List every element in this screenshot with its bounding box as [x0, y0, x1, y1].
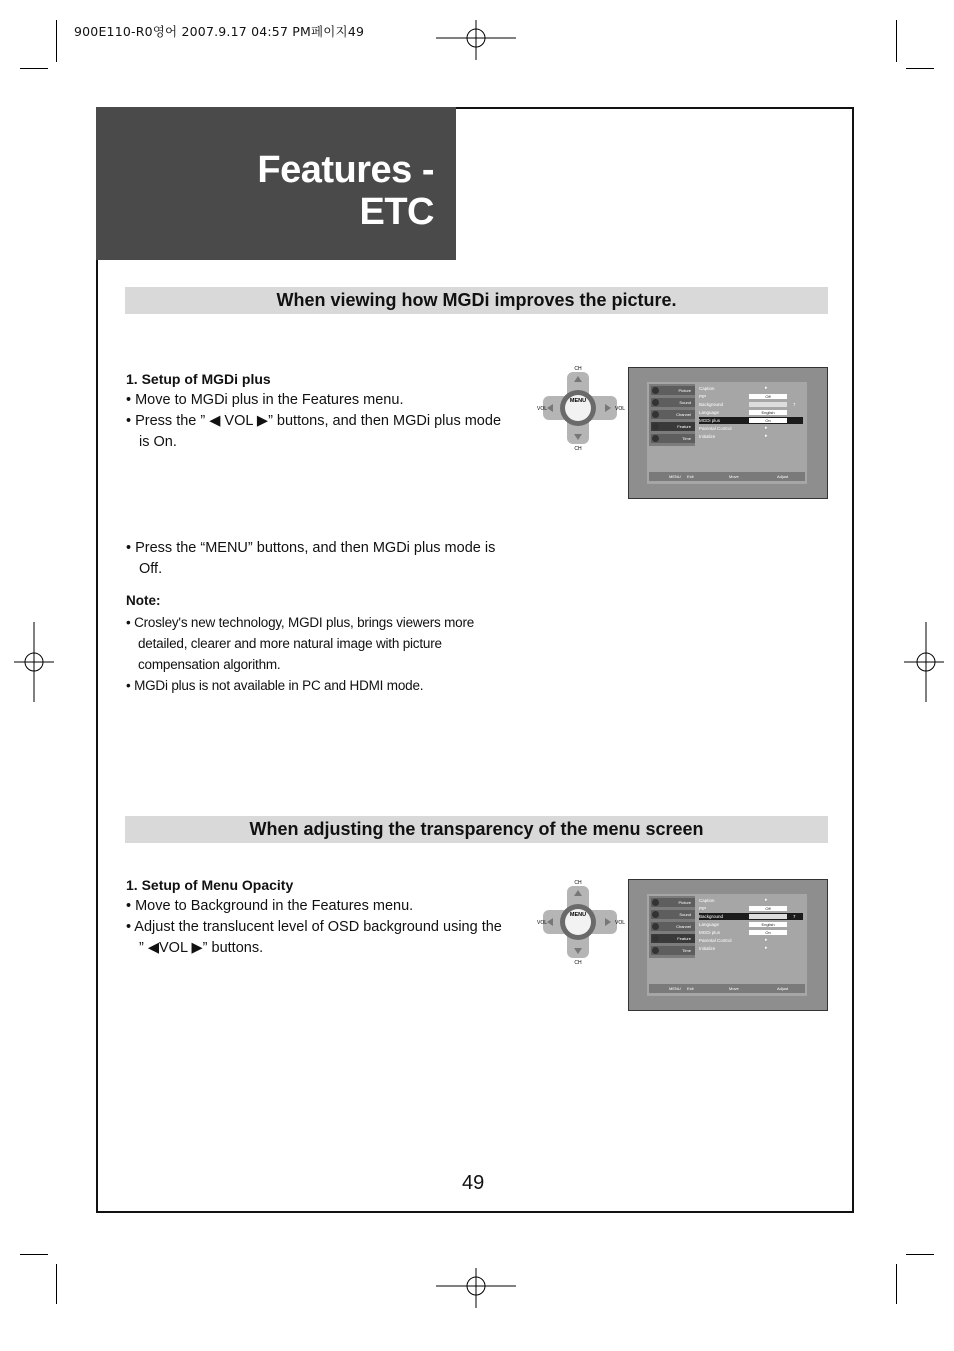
ch-label: CH [574, 880, 582, 886]
osd-row: Initialize ▸ [699, 945, 768, 951]
remote-dpad-illustration [533, 366, 627, 452]
bullet-text: • Move to Background in the Features menu. [126, 898, 414, 914]
bullet-text: • Press the ” ◀ VOL ▶” buttons, and then MGDi plus mode [126, 413, 502, 429]
bullet-text: • Press the “MENU” buttons, and then MGDi plus mode is [126, 540, 496, 556]
note-text: detailed, clearer and more natural image with picture [138, 636, 442, 651]
osd-row: Parental Control ▸ [699, 937, 768, 943]
bullet-text: Off. [139, 561, 163, 577]
ch-label: CH [574, 446, 582, 452]
vol-label: VOL [537, 406, 548, 412]
osd-side-item: Sound [651, 398, 695, 407]
menu-label: MENU [569, 912, 587, 918]
osd-side-item: Time [651, 434, 695, 443]
osd-side-item: Time [651, 946, 695, 955]
bullet-text: is On. [139, 434, 177, 450]
osd-side-item: Picture [651, 386, 695, 395]
osd-footer: MENU Exit Move Adjust [649, 472, 805, 481]
vol-label: VOL [615, 920, 626, 926]
title-block [96, 107, 456, 260]
osd-row: Initialize ▸ [699, 433, 768, 439]
bullet-text: ” ◀VOL ▶” buttons. [139, 940, 264, 956]
note-text: • Crosley's new technology, MGDI plus, brings viewers more [126, 615, 475, 630]
section-heading-opacity: When adjusting the transparency of the menu screen [125, 816, 828, 843]
note-text: compensation algorithm. [138, 657, 281, 672]
osd-side-item: Feature [651, 422, 695, 431]
osd-row: Language English [699, 921, 803, 928]
registration-mark-bottom [436, 1268, 516, 1308]
osd-row-selected: MGDi plus On [699, 417, 803, 424]
crop-mark [906, 68, 934, 69]
registration-mark-top [436, 20, 516, 60]
osd-row: Background 7 [699, 402, 796, 407]
remote-dpad-illustration [533, 880, 627, 966]
osd-row: Caption ▸ [699, 385, 768, 391]
osd-row: MGDi plus On [699, 929, 803, 936]
osd-row: PIP Off [699, 393, 803, 400]
osd-screen-mgdi [628, 367, 828, 499]
crop-mark [56, 1264, 57, 1304]
osd-row: PIP Off [699, 905, 803, 912]
osd-footer: MENU Exit Move Adjust [649, 984, 805, 993]
osd-row: Caption ▸ [699, 897, 768, 903]
osd-row-selected: Background 7 [699, 913, 803, 920]
note-text: • MGDi plus is not available in PC and HDMI mode. [126, 678, 424, 693]
crop-mark [56, 20, 57, 62]
vol-label: VOL [537, 920, 548, 926]
page-number: 49 [462, 1172, 485, 1194]
vol-label: VOL [615, 406, 626, 412]
page-title-line2: ETC [359, 191, 434, 233]
step-title-mgdi: 1. Setup of MGDi plus [126, 371, 271, 387]
osd-side-item: Picture [651, 898, 695, 907]
osd-side-item: Channel [651, 922, 695, 931]
osd-row: Parental Control ▸ [699, 425, 768, 431]
step-title-opacity: 1. Setup of Menu Opacity [126, 877, 294, 893]
osd-side-item: Feature [651, 934, 695, 943]
section-heading-mgdi: When viewing how MGDi improves the picture. [125, 287, 828, 314]
osd-side-item: Sound [651, 910, 695, 919]
print-slug: 900E110-R0영어 2007.9.17 04:57 PM페이지49 [74, 24, 365, 39]
page-title [257, 149, 434, 233]
osd-row: Language English [699, 409, 803, 416]
bullet-text: • Adjust the translucent level of OSD background using the [126, 919, 502, 935]
ch-label: CH [574, 366, 582, 372]
note-title: Note: [126, 593, 161, 608]
bullet-text: • Move to MGDi plus in the Features menu. [126, 392, 404, 408]
crop-mark [906, 1254, 934, 1255]
osd-screen-opacity [628, 879, 828, 1011]
crop-mark [896, 1264, 897, 1304]
crop-mark [896, 20, 897, 62]
crop-mark [20, 68, 48, 69]
menu-label: MENU [569, 398, 587, 404]
page-title-line1: Features - [257, 149, 434, 191]
osd-side-item: Channel [651, 410, 695, 419]
ch-label: CH [574, 960, 582, 966]
crop-mark [20, 1254, 48, 1255]
registration-mark-right [904, 622, 944, 702]
registration-mark-left [14, 622, 54, 702]
